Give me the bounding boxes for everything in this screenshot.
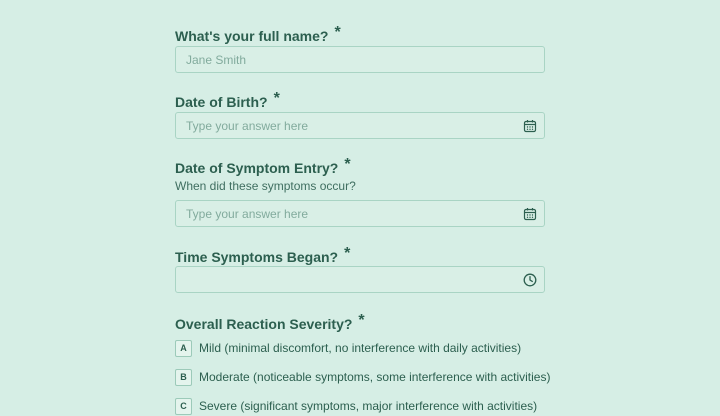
option-key: B xyxy=(175,369,192,386)
required-asterisk: * xyxy=(334,24,341,41)
symptom-entry-hint: When did these symptoms occur? xyxy=(175,179,356,193)
option-key: C xyxy=(175,398,192,415)
full-name-placeholder: Jane Smith xyxy=(186,53,247,67)
full-name-input[interactable] xyxy=(175,46,545,73)
option-text: Severe (significant symptoms, major interference with activities) xyxy=(199,399,538,413)
severity-option-mild[interactable] xyxy=(175,338,521,358)
required-asterisk: * xyxy=(344,156,351,173)
symptom-entry-placeholder: Type your answer here xyxy=(186,207,309,221)
dob-placeholder: Type your answer here xyxy=(186,119,309,133)
clock-icon[interactable] xyxy=(523,273,537,287)
required-asterisk: * xyxy=(273,90,280,107)
required-asterisk: * xyxy=(358,312,365,329)
severity-option-moderate[interactable] xyxy=(175,367,550,387)
option-key: A xyxy=(175,340,192,357)
calendar-icon[interactable] xyxy=(523,207,537,221)
symptom-entry-input[interactable] xyxy=(175,200,545,227)
calendar-icon[interactable] xyxy=(523,119,537,133)
severity-label: Overall Reaction Severity? * xyxy=(175,312,365,332)
symptom-entry-label: Date of Symptom Entry? * xyxy=(175,156,351,176)
time-began-input[interactable] xyxy=(175,266,545,293)
required-asterisk: * xyxy=(344,245,351,262)
severity-option-severe[interactable] xyxy=(175,396,537,416)
option-text: Mild (minimal discomfort, no interference with daily activities) xyxy=(199,341,522,355)
dob-label: Date of Birth? * xyxy=(175,90,280,110)
option-text: Moderate (noticeable symptoms, some interference with activities) xyxy=(199,370,551,384)
full-name-label: What's your full name? * xyxy=(175,24,341,44)
time-began-label: Time Symptoms Began? * xyxy=(175,245,351,265)
dob-input[interactable] xyxy=(175,112,545,139)
